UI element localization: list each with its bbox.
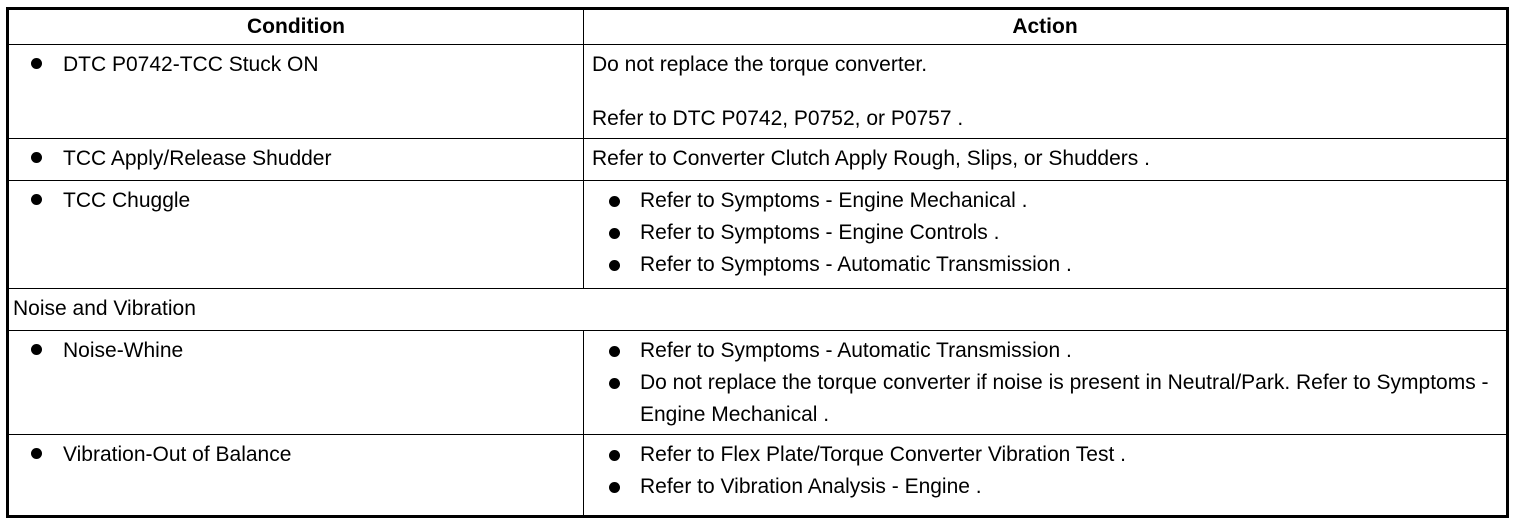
- bullet-icon: [609, 450, 620, 461]
- action-cell: [584, 45, 1508, 139]
- action-text: Refer to Symptoms - Automatic Transmission .: [640, 253, 1072, 276]
- header-row: [8, 9, 1508, 45]
- list-item: [609, 439, 1500, 471]
- bullet-icon: [609, 196, 620, 207]
- action-text: Do not replace the torque converter.: [592, 53, 928, 76]
- list-item: [609, 471, 1500, 503]
- condition-cell: [8, 331, 584, 435]
- action-text: Refer to DTC P0742, P0752, or P0757 .: [592, 107, 964, 130]
- bullet-icon: [31, 344, 42, 355]
- header-condition: Condition: [8, 9, 584, 45]
- table-row: [8, 331, 1508, 435]
- action-text: Refer to Vibration Analysis - Engine .: [640, 475, 982, 498]
- list-item: [609, 249, 1500, 281]
- bullet-icon: [31, 58, 42, 69]
- table-row: [8, 139, 1508, 181]
- list-item: [609, 367, 1500, 431]
- bullet-icon: [31, 194, 42, 205]
- condition-text: Vibration-Out of Balance: [63, 443, 292, 466]
- action-list: [592, 335, 1500, 431]
- action-cell: [584, 181, 1508, 289]
- action-text: Refer to Symptoms - Engine Mechanical .: [640, 189, 1028, 212]
- action-cell: [584, 331, 1508, 435]
- table-row: [8, 435, 1508, 517]
- bullet-icon: [609, 482, 620, 493]
- list-item: [609, 335, 1500, 367]
- bullet-icon: [31, 152, 42, 163]
- bullet-icon: [31, 448, 42, 459]
- condition-cell: [8, 45, 584, 139]
- list-item: [609, 217, 1500, 249]
- action-cell: [584, 435, 1508, 517]
- action-cell: [584, 139, 1508, 181]
- condition-cell: [8, 181, 584, 289]
- table-row: [8, 45, 1508, 139]
- section-heading: Noise and Vibration: [8, 289, 1508, 331]
- table-row: [8, 181, 1508, 289]
- header-action: Action: [584, 9, 1508, 45]
- action-text: Refer to Converter Clutch Apply Rough, Slips, or Shudders .: [592, 147, 1150, 170]
- action-text: Do not replace the torque converter if noise is present in Neutral/Park. Refer to Symptoms - Engine Mechanical .: [640, 371, 1489, 426]
- condition-text: DTC P0742-TCC Stuck ON: [63, 53, 319, 76]
- action-text: Refer to Symptoms - Engine Controls .: [640, 221, 1000, 244]
- list-item: [609, 185, 1500, 217]
- action-text: Refer to Symptoms - Automatic Transmission .: [640, 339, 1072, 362]
- condition-cell: [8, 139, 584, 181]
- bullet-icon: [609, 378, 620, 389]
- condition-text: Noise-Whine: [63, 339, 184, 362]
- condition-text: TCC Apply/Release Shudder: [63, 147, 332, 170]
- condition-cell: [8, 435, 584, 517]
- action-list: [592, 439, 1500, 503]
- bullet-icon: [609, 260, 620, 271]
- section-row: [8, 289, 1508, 331]
- action-text: Refer to Flex Plate/Torque Converter Vibration Test .: [640, 443, 1126, 466]
- diagnosis-table: [6, 7, 1509, 518]
- bullet-icon: [609, 228, 620, 239]
- action-list: [592, 185, 1500, 281]
- condition-text: TCC Chuggle: [63, 189, 191, 212]
- bullet-icon: [609, 346, 620, 357]
